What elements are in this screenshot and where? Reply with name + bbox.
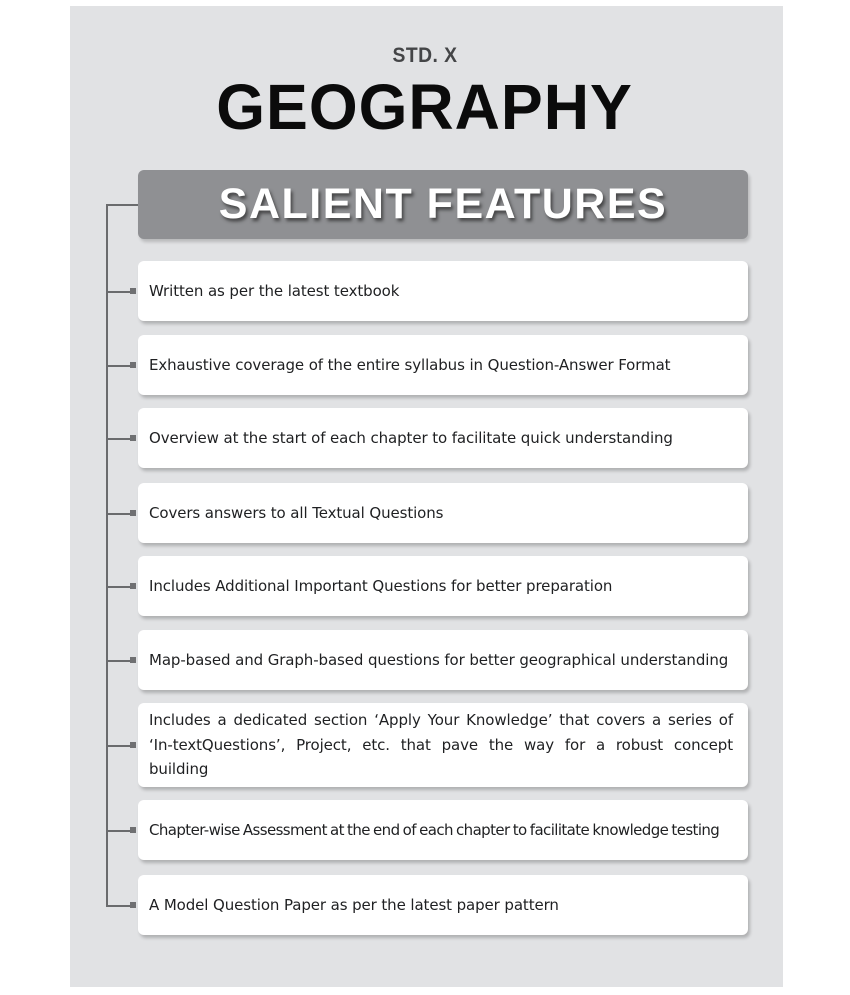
feature-text: Map-based and Graph-based questions for better geographical understanding — [149, 650, 729, 669]
connector-line — [106, 905, 132, 907]
square-bullet-icon — [130, 510, 136, 516]
connector-line — [106, 586, 132, 588]
feature-card — [138, 875, 748, 935]
square-bullet-icon — [130, 435, 136, 441]
feature-text: A Model Question Paper as per the latest paper pattern — [149, 895, 559, 914]
connector-line — [106, 830, 132, 832]
connector-vertical-line — [106, 204, 108, 905]
feature-text: Includes a dedicated section ‘Apply Your Knowledge’ that covers a series of ‘In-textQuestions’, Project, etc. that pave the way for a robust concept building — [149, 711, 733, 779]
feature-text: Covers answers to all Textual Questions — [149, 503, 444, 522]
feature-card — [138, 800, 748, 860]
square-bullet-icon — [130, 742, 136, 748]
square-bullet-icon — [130, 288, 136, 294]
feature-card — [138, 630, 748, 690]
section-heading-banner — [138, 170, 748, 239]
connector-line — [106, 291, 132, 293]
title-text: GEOGRAPHY — [216, 71, 634, 143]
feature-card — [138, 556, 748, 616]
feature-card — [138, 408, 748, 468]
standard-label: STD. X — [392, 44, 458, 67]
feature-text: Written as per the latest textbook — [149, 281, 400, 300]
feature-card — [138, 703, 748, 787]
connector-line — [106, 660, 132, 662]
page-title — [0, 72, 850, 142]
feature-text: Includes Additional Important Questions for better preparation — [149, 576, 613, 595]
square-bullet-icon — [130, 583, 136, 589]
section-heading: SALIENT FEATURES — [218, 180, 668, 228]
connector-line — [106, 513, 132, 515]
connector-header-line — [106, 204, 138, 206]
feature-card — [138, 261, 748, 321]
feature-text: Overview at the start of each chapter to facilitate quick understanding — [149, 428, 673, 447]
square-bullet-icon — [130, 657, 136, 663]
connector-line — [106, 438, 132, 440]
feature-text: Chapter-wise Assessment at the end of each chapter to facilitate knowledge testing — [149, 820, 720, 839]
square-bullet-icon — [130, 362, 136, 368]
feature-text: Exhaustive coverage of the entire syllabus in Question-Answer Format — [149, 355, 671, 374]
square-bullet-icon — [130, 827, 136, 833]
feature-card — [138, 483, 748, 543]
square-bullet-icon — [130, 902, 136, 908]
connector-line — [106, 745, 132, 747]
connector-line — [106, 365, 132, 367]
feature-card — [138, 335, 748, 395]
